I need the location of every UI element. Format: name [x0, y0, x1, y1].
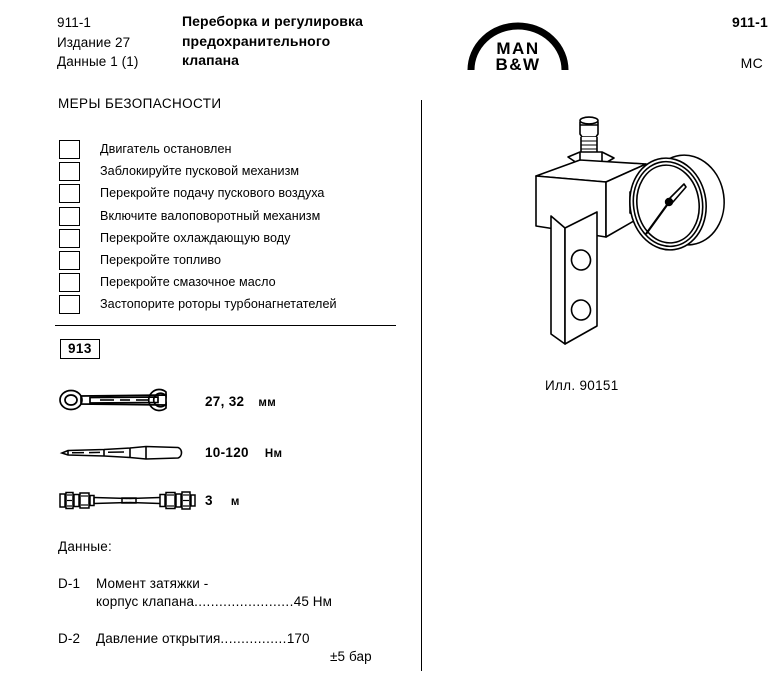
tool-unit: м [230, 496, 240, 508]
man-bw-logo [463, 14, 573, 72]
tool-unit: мм [258, 397, 277, 409]
checklist-item-label: Включите валоповоротный механизм [100, 208, 321, 223]
logo-text-bw: B&W [495, 55, 541, 72]
header-left-block [57, 13, 138, 72]
pressure-gauge-test-tool-illustration [518, 112, 746, 352]
checkbox-icon[interactable] [59, 251, 80, 270]
checkbox-icon[interactable] [59, 229, 80, 248]
illustration-caption: Илл. 90151 [545, 378, 619, 393]
checklist-item-label: Перекройте подачу пускового воздуха [100, 186, 325, 201]
header-page-code: 911-1 [731, 14, 768, 30]
combination-wrench-icon [58, 386, 198, 419]
checklist-item[interactable] [59, 161, 409, 183]
data-entry-row-d2 [96, 631, 310, 646]
horizontal-divider [55, 325, 396, 326]
checkbox-icon[interactable] [59, 184, 80, 203]
data-section-heading: Данные: [58, 539, 112, 554]
tool-unit: Нм [264, 448, 283, 460]
tool-value: 27, 32 [205, 394, 245, 409]
data-entry-label-d1-line2: корпус клапана [96, 594, 195, 609]
data-entry-value-d2: 170 [286, 631, 310, 646]
tool-row-wrench [0, 386, 400, 426]
checklist-item-label: Перекройте смазочное масло [100, 275, 276, 290]
header-doc-number: 911-1 [57, 15, 92, 30]
checkbox-icon[interactable] [59, 207, 80, 226]
checkbox-icon[interactable] [59, 162, 80, 181]
data-entry-row-d1-line2 [96, 594, 332, 609]
checkbox-icon[interactable] [59, 140, 80, 159]
tool-row-hose [0, 488, 400, 528]
checklist-item-label: Двигатель остановлен [100, 142, 232, 156]
checklist-item[interactable] [59, 250, 409, 272]
data-entry-key-d1: D-1 [58, 576, 81, 591]
page-title-line-3: клапана [182, 52, 240, 68]
data-entry-dots-d1: ........................ [194, 594, 294, 609]
checklist-item[interactable] [59, 294, 409, 316]
logo-text-man: MAN [496, 39, 540, 58]
checklist-item-label: Перекройте топливо [100, 252, 222, 267]
checklist-item[interactable] [59, 206, 409, 228]
tool-spec-wrench [205, 394, 276, 409]
plate-code-badge: 913 [60, 339, 100, 359]
checklist-item-label: Заблокируйте пусковой механизм [100, 164, 300, 179]
data-entry-value-d1: 45 Нм [293, 594, 333, 609]
header-data-sheet: Данные 1 (1) [57, 54, 139, 69]
data-entry-key-d2: D-2 [58, 631, 81, 646]
torque-wrench-icon [58, 440, 188, 471]
checklist-item[interactable] [59, 139, 409, 161]
page-title [182, 12, 363, 71]
header-engine-type: MC [740, 55, 763, 71]
page-title-line-1: Переборка и регулировка [182, 13, 364, 29]
checklist-item[interactable] [59, 183, 409, 205]
data-entry-dots-d2: ................ [220, 631, 287, 646]
checklist-item[interactable] [59, 272, 409, 294]
vertical-divider [421, 100, 422, 671]
safety-checklist [59, 139, 409, 317]
tool-spec-hose [205, 493, 240, 508]
tool-value: 3 [205, 493, 213, 508]
checklist-item[interactable] [59, 228, 409, 250]
page-title-line-2: предохранительного [182, 32, 331, 49]
data-entry-value-d2-tolerance: ±5 бар [330, 649, 372, 664]
checklist-item-label: Перекройте охлаждающую воду [100, 230, 291, 245]
checklist-item-label: Застопорите роторы турбонагнетателей [100, 297, 337, 312]
safety-section-title: МЕРЫ БЕЗОПАСНОСТИ [58, 96, 222, 111]
tool-row-torque-wrench [0, 440, 400, 480]
checkbox-icon[interactable] [59, 295, 80, 314]
data-entry-label-d1-line1: Момент затяжки - [96, 576, 209, 591]
header-edition: Издание 27 [57, 34, 131, 50]
tool-value: 10-120 [205, 445, 249, 460]
tool-spec-torque [205, 445, 282, 460]
data-entry-label-d2: Давление открытия [96, 631, 221, 646]
checkbox-icon[interactable] [59, 273, 80, 292]
high-pressure-hose-icon [58, 488, 198, 519]
